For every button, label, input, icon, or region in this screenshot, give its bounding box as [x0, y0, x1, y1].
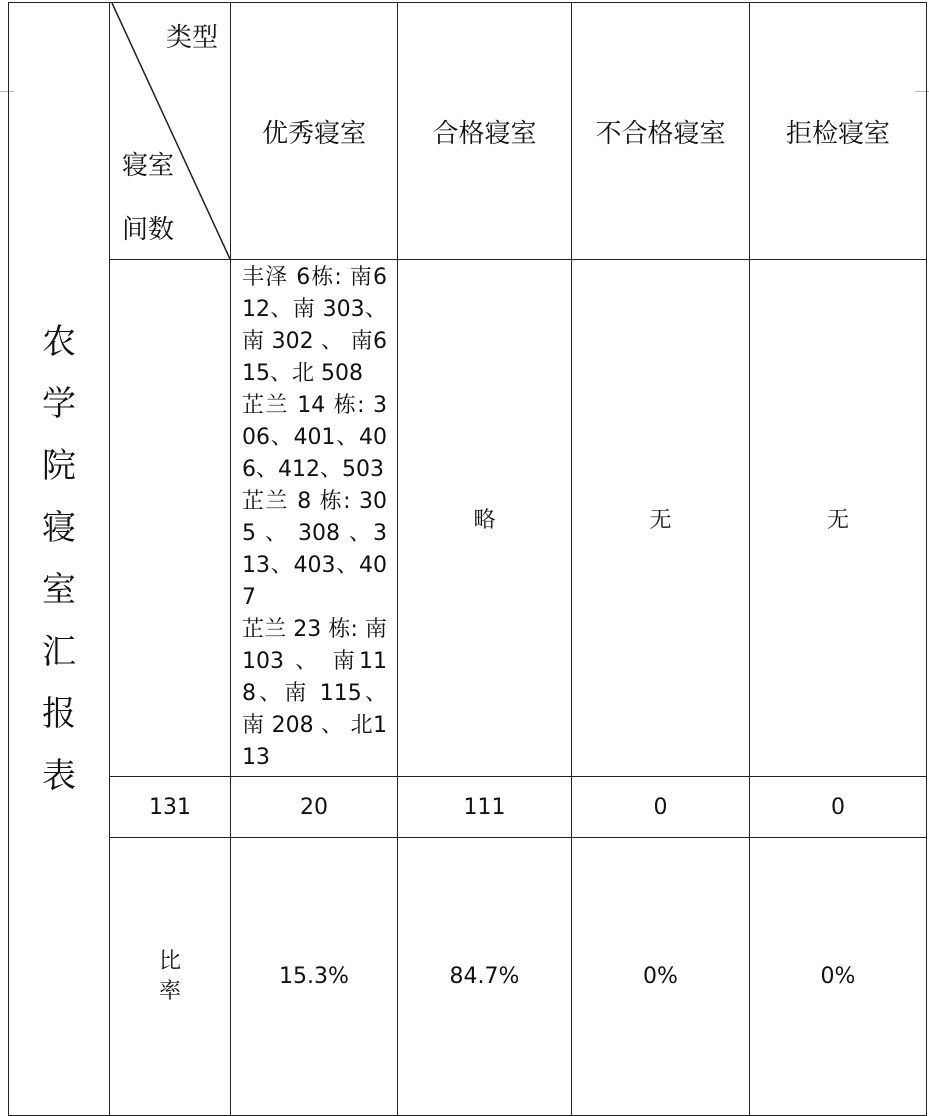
- ratio-qualified: 84.7%: [398, 838, 572, 1116]
- header-unqualified: 不合格寝室: [572, 3, 750, 260]
- header-qualified: 合格寝室: [398, 3, 572, 260]
- diagonal-label-count: 间数: [122, 215, 175, 245]
- count-qualified: 111: [398, 777, 572, 838]
- count-excellent: 20: [231, 777, 398, 838]
- vertical-title: [9, 321, 109, 797]
- excellent-rooms-group: 芷兰 14 栋: 306、401、406、412、503: [242, 393, 387, 482]
- title-char: 室: [42, 570, 76, 610]
- qualified-rooms-cell: 略: [398, 260, 572, 777]
- diagonal-label-type: 类型: [165, 23, 218, 53]
- title-char: 农: [42, 322, 76, 362]
- refused-rooms-cell: 无: [750, 260, 927, 777]
- ratio-unqualified: 0%: [572, 838, 750, 1116]
- ratio-refused: 0%: [750, 838, 927, 1116]
- ratio-label-cell: [110, 838, 231, 1116]
- header-refused: 拒检寝室: [750, 3, 927, 260]
- unqualified-rooms-cell: 无: [572, 260, 750, 777]
- title-char: 学: [42, 384, 76, 424]
- excellent-rooms-group: 芷兰 8 栋: 305 、 308 、313、403、407: [242, 489, 387, 610]
- count-unqualified: 0: [572, 777, 750, 838]
- diagonal-header-cell: [110, 3, 231, 260]
- excellent-rooms-group: 丰泽 6栋: 南612、南 303、南 302 、 南615、北 508: [242, 265, 387, 386]
- diagonal-label-room: 寝室: [122, 151, 175, 181]
- ratio-excellent: 15.3%: [231, 838, 398, 1116]
- count-row: [9, 777, 927, 838]
- title-char: 表: [42, 756, 76, 796]
- ratio-row: [9, 838, 927, 1116]
- title-char: 院: [42, 446, 76, 486]
- vertical-title-cell: [9, 3, 110, 1116]
- count-refused: 0: [750, 777, 927, 838]
- header-row: [9, 3, 927, 260]
- title-char: 汇: [42, 632, 76, 672]
- dorm-report-table: [8, 2, 927, 1116]
- detail-total-cell: [110, 260, 231, 777]
- ratio-label: 比率: [159, 948, 182, 1004]
- count-total: 131: [110, 777, 231, 838]
- excellent-rooms-cell: [231, 260, 398, 777]
- header-excellent: 优秀寝室: [231, 3, 398, 260]
- title-char: 寝: [42, 508, 76, 548]
- excellent-rooms-group: 芷兰 23 栋: 南 103 、 南118、南 115、南 208 、 北113: [242, 617, 387, 770]
- title-char: 报: [42, 694, 76, 734]
- detail-row: [9, 260, 927, 777]
